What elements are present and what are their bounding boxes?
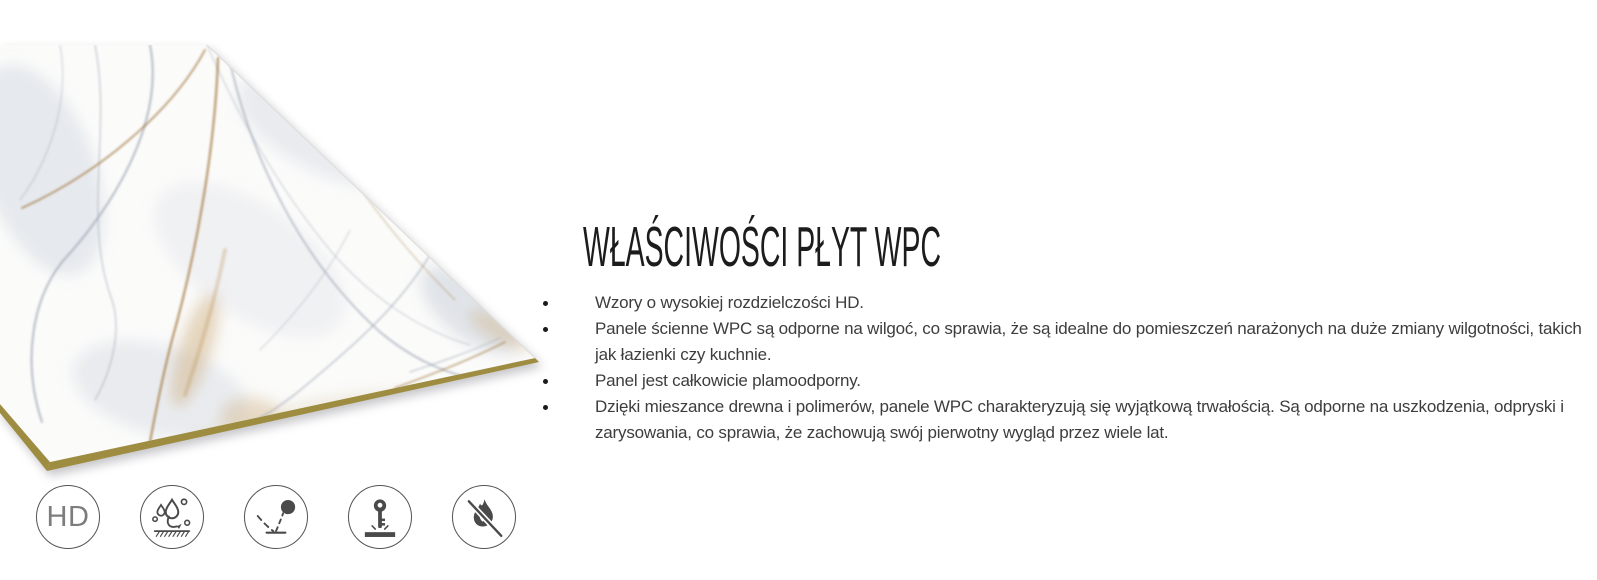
list-item	[543, 394, 1592, 446]
feature-list	[543, 290, 1592, 446]
panel-photo	[0, 0, 545, 480]
scratch-resistant-glyph	[357, 494, 403, 540]
bullet-dot	[543, 379, 548, 384]
moisture-resistant-icon	[140, 485, 204, 549]
list-item-text: Panele ścienne WPC są odporne na wilgoć, co sprawia, że są idealne do pomieszczeń narażonych na duże zmiany wilgotności, takich jak łazienki czy kuchnie.	[595, 319, 1582, 364]
section-title-block	[583, 214, 1301, 279]
scratch-resistant-icon	[348, 485, 412, 549]
list-item-text: Dzięki mieszance drewna i polimerów, panele WPC charakteryzują się wyjątkową trwałością. Są odporne na uszkodzenia, odpryski i zarysowania, co sprawia, że zachowują swój pierwotny wygląd przez wiele lat.	[595, 397, 1564, 442]
bullet-dot	[543, 301, 548, 306]
list-item	[543, 368, 1592, 394]
bullet-dot	[543, 405, 548, 410]
impact-resistant-icon	[244, 485, 308, 549]
fire-resistant-icon	[452, 485, 516, 549]
marble-panel-image	[0, 0, 545, 480]
marble-face	[0, 40, 545, 470]
feature-icons-row	[36, 485, 516, 549]
list-item	[543, 290, 1592, 316]
list-item-text: Panel jest całkowicie plamoodporny.	[595, 371, 861, 390]
page-title: WŁAŚCIWOŚCI PŁYT WPC	[583, 215, 1301, 279]
bullet-dot	[543, 327, 548, 332]
list-item-text: Wzory o wysokiej rozdzielczości HD.	[595, 293, 864, 312]
hd-icon	[36, 485, 100, 549]
impact-resistant-glyph	[253, 494, 299, 540]
moisture-resistant-glyph	[149, 494, 195, 540]
hd-icon-label: HD	[46, 500, 90, 533]
list-item	[543, 316, 1592, 368]
fire-resistant-glyph	[461, 494, 507, 540]
